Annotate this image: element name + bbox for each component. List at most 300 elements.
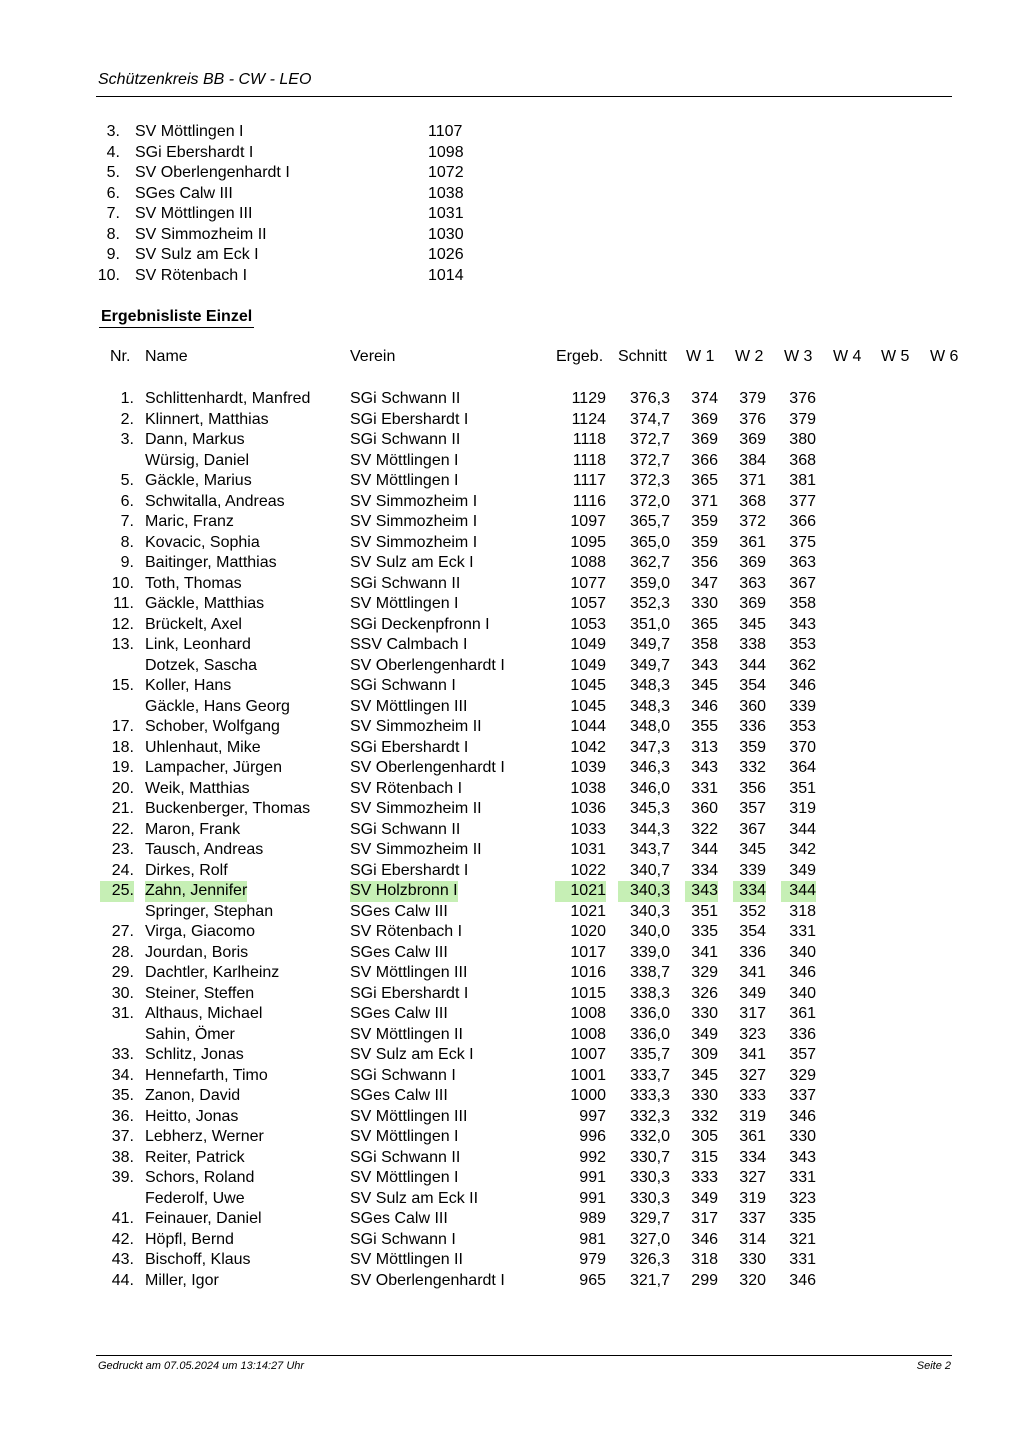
round-3-score-cell: 342 — [789, 841, 816, 858]
shooter-name-cell: Schober, Wolfgang — [145, 718, 280, 735]
round-3-score-cell: 331 — [789, 1251, 816, 1268]
club-cell: SV Möttlingen I — [350, 472, 459, 489]
round-3-score-cell: 330 — [789, 1128, 816, 1145]
round-3-score-cell: 361 — [789, 1005, 816, 1022]
team-score: 1098 — [428, 143, 464, 161]
round-1-score-cell: 345 — [691, 677, 718, 694]
round-1-score-cell: 335 — [691, 923, 718, 940]
team-name: SV Möttlingen I — [135, 123, 244, 140]
team-name: SGes Calw III — [135, 184, 233, 202]
round-1-score-cell: 344 — [691, 841, 718, 858]
round-2-score-cell: 339 — [739, 861, 766, 879]
column-header-nr: Nr. — [110, 348, 131, 365]
average-cell: 362,7 — [629, 554, 670, 571]
rank-cell: 42. — [111, 1230, 134, 1248]
club-cell: SGi Schwann II — [350, 390, 461, 407]
round-1-score-cell: 313 — [691, 738, 718, 756]
average-cell: 326,3 — [629, 1251, 670, 1268]
round-1-score-cell: 358 — [691, 636, 718, 653]
round-3-score-cell: 349 — [789, 861, 816, 879]
round-1-score-cell: 332 — [691, 1107, 718, 1125]
rank-cell: 11. — [112, 595, 134, 612]
total-score-cell: 1045 — [570, 677, 606, 694]
total-score-cell: 1021 — [570, 902, 606, 920]
table-row — [0, 451, 1024, 472]
round-3-score-cell: 346 — [789, 1271, 816, 1289]
team-name: SGi Ebershardt I — [135, 143, 254, 161]
shooter-name-cell: Koller, Hans — [145, 677, 232, 694]
round-2-score-cell: 356 — [739, 779, 766, 797]
round-2-score-cell: 341 — [739, 964, 766, 981]
shooter-name-cell: Virga, Giacomo — [145, 923, 255, 940]
round-3-score-cell: 336 — [789, 1025, 816, 1043]
club-cell: SGi Ebershardt I — [350, 984, 469, 1002]
round-3-score-cell: 321 — [789, 1230, 816, 1248]
shooter-name-cell: Gäckle, Hans Georg — [145, 697, 290, 715]
club-cell: SV Möttlingen I — [350, 595, 459, 612]
average-cell: 376,3 — [629, 390, 670, 407]
table-row — [0, 635, 1024, 656]
shooter-name-cell: Reiter, Patrick — [145, 1148, 245, 1166]
total-score-cell: 1020 — [570, 923, 606, 940]
round-3-score-cell: 329 — [789, 1066, 816, 1084]
rank-cell: 39. — [111, 1169, 134, 1186]
shooter-name-cell: Würsig, Daniel — [145, 451, 250, 469]
page-number: Seite 2 — [916, 1360, 951, 1372]
average-cell: 340,3 — [629, 902, 670, 920]
team-score: 1038 — [428, 184, 464, 202]
average-cell: 338,3 — [629, 984, 670, 1002]
average-cell: 340,0 — [629, 923, 670, 940]
round-2-score-cell: 363 — [739, 574, 766, 592]
round-3-score-cell: 318 — [789, 902, 816, 920]
team-rank: 7. — [106, 205, 120, 222]
round-2-score-cell: 361 — [739, 1128, 766, 1145]
total-score-cell: 1016 — [570, 964, 606, 981]
shooter-name-cell: Dotzek, Sascha — [145, 656, 258, 674]
round-1-score-cell: 351 — [691, 902, 718, 920]
rank-cell: 30. — [111, 984, 134, 1002]
shooter-name-cell: Steiner, Steffen — [145, 984, 255, 1002]
round-1-score-cell: 359 — [691, 533, 718, 551]
shooter-name-cell: Lampacher, Jürgen — [145, 759, 282, 776]
average-cell: 349,7 — [629, 636, 670, 653]
club-cell: SV Simmozheim I — [350, 492, 478, 510]
round-3-score-cell: 337 — [789, 1087, 816, 1104]
table-row — [0, 943, 1024, 964]
round-1-score-cell: 369 — [691, 431, 718, 448]
team-score: 1030 — [428, 225, 464, 243]
rank-cell: 7. — [120, 513, 134, 530]
round-3-score-cell: 340 — [789, 943, 816, 961]
shooter-name-cell: Toth, Thomas — [145, 574, 242, 592]
total-score-cell: 1077 — [570, 574, 606, 592]
average-cell: 365,0 — [629, 533, 670, 551]
table-row — [0, 594, 1024, 615]
rank-cell: 43. — [111, 1251, 134, 1268]
round-3-score-cell: 358 — [789, 595, 816, 612]
total-score-cell: 1039 — [570, 759, 606, 776]
round-2-score-cell: 344 — [739, 656, 766, 674]
round-3-score-cell: 366 — [789, 513, 816, 530]
table-row — [0, 984, 1024, 1005]
shooter-name-cell: Zanon, David — [145, 1087, 241, 1104]
table-row — [0, 512, 1024, 533]
table-row — [0, 799, 1024, 820]
table-row — [0, 697, 1024, 718]
round-1-score-cell: 356 — [691, 554, 718, 571]
round-1-score-cell: 309 — [691, 1046, 718, 1063]
round-2-score-cell: 361 — [739, 533, 766, 551]
total-score-cell: 992 — [579, 1148, 606, 1166]
table-row — [0, 1209, 1024, 1230]
round-1-score-cell: 349 — [691, 1025, 718, 1043]
rank-cell: 10. — [111, 574, 134, 592]
table-row — [0, 861, 1024, 882]
shooter-name-cell: Schlitz, Jonas — [145, 1046, 244, 1063]
round-3-score-cell: 351 — [789, 779, 816, 797]
table-row — [0, 1127, 1024, 1148]
round-1-score-cell: 349 — [691, 1189, 718, 1207]
team-rank: 3. — [106, 123, 120, 140]
round-1-score-cell: 330 — [691, 1005, 718, 1022]
club-cell: SGes Calw III — [350, 1087, 448, 1104]
team-name: SV Möttlingen III — [135, 205, 253, 222]
club-cell: SV Simmozheim II — [350, 718, 482, 735]
round-2-score-cell: 320 — [739, 1271, 766, 1289]
round-1-score-cell: 371 — [691, 492, 718, 510]
average-cell: 330,7 — [629, 1148, 670, 1166]
column-header-ergeb: Ergeb. — [556, 348, 604, 365]
average-cell: 333,3 — [629, 1087, 670, 1104]
average-cell: 338,7 — [629, 964, 670, 981]
team-rank: 9. — [106, 246, 120, 263]
total-score-cell: 1007 — [570, 1046, 606, 1063]
round-3-score-cell: 380 — [789, 431, 816, 448]
round-2-score-cell: 376 — [739, 410, 766, 428]
column-header-w5: W 5 — [881, 348, 910, 365]
table-row — [0, 758, 1024, 779]
rank-cell: 18. — [111, 738, 134, 756]
club-cell: SV Möttlingen I — [350, 1128, 459, 1145]
round-1-score-cell: 322 — [691, 820, 718, 838]
round-2-score-cell: 327 — [739, 1066, 766, 1084]
team-score: 1026 — [428, 246, 464, 263]
table-row — [0, 1004, 1024, 1025]
round-3-score-cell: 376 — [789, 390, 816, 407]
round-3-score-cell: 353 — [789, 636, 816, 653]
club-cell: SV Oberlengenhardt I — [350, 656, 505, 674]
average-cell: 348,3 — [629, 697, 670, 715]
round-1-score-cell: 331 — [691, 779, 718, 797]
round-3-score-cell: 353 — [789, 718, 816, 735]
round-3-score-cell: 344 — [781, 881, 816, 902]
average-cell: 372,7 — [629, 451, 670, 469]
table-row — [0, 1250, 1024, 1271]
average-cell: 348,3 — [629, 677, 670, 694]
average-cell: 372,7 — [629, 431, 670, 448]
shooter-name-cell: Bischoff, Klaus — [145, 1251, 251, 1268]
rank-cell: 8. — [120, 533, 134, 551]
round-2-score-cell: 338 — [739, 636, 766, 653]
team-name: SV Sulz am Eck I — [135, 246, 259, 263]
club-cell: SV Möttlingen I — [350, 1169, 459, 1186]
column-header-w3: W 3 — [784, 348, 813, 365]
rank-cell: 17. — [111, 718, 134, 735]
team-score: 1107 — [428, 123, 463, 140]
total-score-cell: 991 — [579, 1189, 606, 1207]
average-cell: 340,3 — [618, 881, 670, 902]
round-1-score-cell: 360 — [691, 800, 718, 817]
round-2-score-cell: 334 — [739, 1148, 766, 1166]
average-cell: 372,3 — [629, 472, 670, 489]
team-score: 1072 — [428, 164, 464, 181]
average-cell: 347,3 — [629, 738, 670, 756]
individual-results-table — [0, 389, 1024, 1291]
round-2-score-cell: 369 — [739, 431, 766, 448]
total-score-cell: 1057 — [570, 595, 606, 612]
total-score-cell: 1129 — [571, 390, 606, 407]
rank-cell: 38. — [111, 1148, 134, 1166]
column-header-name: Name — [145, 348, 188, 365]
table-row — [0, 1148, 1024, 1169]
round-3-score-cell: 357 — [789, 1046, 816, 1063]
rank-cell: 13. — [111, 636, 134, 653]
section-title-underline — [99, 327, 254, 328]
team-name: SV Oberlengenhardt I — [135, 164, 290, 181]
shooter-name-cell: Maric, Franz — [145, 513, 234, 530]
average-cell: 352,3 — [629, 595, 670, 612]
team-score: 1014 — [428, 266, 464, 284]
team-rank: 4. — [106, 143, 120, 161]
club-cell: SGes Calw III — [350, 1210, 448, 1227]
average-cell: 348,0 — [629, 718, 670, 735]
table-row — [0, 676, 1024, 697]
rank-cell: 25. — [100, 881, 134, 902]
shooter-name-cell: Jourdan, Boris — [145, 943, 249, 961]
club-cell: SGi Ebershardt I — [350, 861, 469, 879]
round-1-score-cell: 346 — [691, 1230, 718, 1248]
total-score-cell: 1117 — [572, 472, 606, 489]
round-3-score-cell: 375 — [789, 533, 816, 551]
shooter-name-cell: Gäckle, Marius — [145, 472, 252, 489]
club-cell: SV Sulz am Eck I — [350, 1046, 474, 1063]
print-timestamp: Gedruckt am 07.05.2024 um 13:14:27 Uhr — [98, 1360, 305, 1372]
club-cell: SGi Schwann I — [350, 1230, 456, 1248]
round-1-score-cell: 341 — [691, 943, 718, 961]
table-row — [0, 1107, 1024, 1128]
table-row — [0, 922, 1024, 943]
shooter-name-cell: Dachtler, Karlheinz — [145, 964, 280, 981]
club-cell: SV Möttlingen II — [350, 1251, 463, 1268]
round-3-score-cell: 339 — [789, 697, 816, 715]
round-3-score-cell: 377 — [789, 492, 816, 510]
average-cell: 372,0 — [629, 492, 670, 510]
shooter-name-cell: Lebherz, Werner — [145, 1128, 264, 1145]
round-3-score-cell: 319 — [789, 800, 816, 817]
total-score-cell: 1022 — [570, 861, 606, 879]
round-2-score-cell: 345 — [739, 615, 766, 633]
round-1-score-cell: 334 — [691, 861, 718, 879]
average-cell: 343,7 — [629, 841, 670, 858]
club-cell: SGi Schwann I — [350, 1066, 456, 1084]
club-cell: SGes Calw III — [350, 943, 448, 961]
round-2-score-cell: 349 — [739, 984, 766, 1002]
round-1-score-cell: 305 — [691, 1128, 718, 1145]
rank-cell: 2. — [120, 410, 134, 428]
average-cell: 332,3 — [629, 1107, 670, 1125]
team-score: 1031 — [428, 205, 464, 222]
shooter-name-cell: Schors, Roland — [145, 1169, 255, 1186]
table-row — [0, 1189, 1024, 1210]
club-cell: SV Möttlingen II — [350, 1025, 463, 1043]
round-1-score-cell: 326 — [691, 984, 718, 1002]
average-cell: 359,0 — [629, 574, 670, 592]
total-score-cell: 1001 — [570, 1066, 606, 1084]
shooter-name-cell: Buckenberger, Thomas — [145, 800, 311, 817]
total-score-cell: 1033 — [570, 820, 606, 838]
shooter-name-cell: Uhlenhaut, Mike — [145, 738, 261, 756]
total-score-cell: 1097 — [570, 513, 606, 530]
document-header-title: Schützenkreis BB - CW - LEO — [98, 71, 312, 88]
total-score-cell: 1038 — [570, 779, 606, 797]
round-3-score-cell: 381 — [789, 472, 816, 489]
average-cell: 344,3 — [629, 820, 670, 838]
total-score-cell: 1095 — [570, 533, 606, 551]
round-1-score-cell: 345 — [691, 1066, 718, 1084]
table-row — [0, 1045, 1024, 1066]
round-2-score-cell: 369 — [739, 595, 766, 612]
team-name: SV Simmozheim II — [135, 225, 267, 243]
club-cell: SV Simmozheim II — [350, 800, 482, 817]
total-score-cell: 1118 — [572, 431, 606, 448]
total-score-cell: 1044 — [570, 718, 606, 735]
club-cell: SV Sulz am Eck II — [350, 1189, 479, 1207]
header-divider — [96, 96, 952, 97]
total-score-cell: 1021 — [555, 881, 606, 902]
total-score-cell: 1000 — [570, 1087, 606, 1104]
shooter-name-cell: Gäckle, Matthias — [145, 595, 265, 612]
round-3-score-cell: 340 — [789, 984, 816, 1002]
shooter-name-cell: Baitinger, Matthias — [145, 554, 277, 571]
total-score-cell: 1049 — [570, 656, 606, 674]
club-cell: SGi Deckenpfronn I — [350, 615, 490, 633]
table-row — [0, 717, 1024, 738]
round-3-score-cell: 335 — [789, 1210, 816, 1227]
shooter-name-cell: Weik, Matthias — [145, 779, 250, 797]
round-2-score-cell: 360 — [739, 697, 766, 715]
column-header-verein: Verein — [350, 348, 396, 365]
round-1-score-cell: 369 — [691, 410, 718, 428]
round-1-score-cell: 317 — [691, 1210, 718, 1227]
rank-cell: 20. — [111, 779, 134, 797]
shooter-name-cell: Kovacic, Sophia — [145, 533, 260, 551]
shooter-name-cell: Zahn, Jennifer — [145, 881, 247, 902]
round-2-score-cell: 327 — [739, 1169, 766, 1186]
average-cell: 351,0 — [629, 615, 670, 633]
total-score-cell: 991 — [579, 1169, 606, 1186]
club-cell: SGi Ebershardt I — [350, 410, 469, 428]
table-row — [0, 1230, 1024, 1251]
shooter-name-cell: Höpfl, Bernd — [145, 1230, 234, 1248]
table-row — [0, 779, 1024, 800]
table-row — [0, 902, 1024, 923]
round-2-score-cell: 336 — [739, 718, 766, 735]
round-2-score-cell: 319 — [739, 1189, 766, 1207]
column-header-w1: W 1 — [686, 348, 715, 365]
round-1-score-cell: 343 — [685, 881, 718, 902]
average-cell: 346,0 — [629, 779, 670, 797]
shooter-name-cell: Brückelt, Axel — [145, 615, 242, 633]
table-row — [0, 1271, 1024, 1292]
round-2-score-cell: 319 — [739, 1107, 766, 1125]
club-cell: SGi Ebershardt I — [350, 738, 469, 756]
round-1-score-cell: 355 — [691, 718, 718, 735]
shooter-name-cell: Schlittenhardt, Manfred — [145, 390, 311, 407]
shooter-name-cell: Tausch, Andreas — [145, 841, 264, 858]
footer-divider — [96, 1355, 952, 1356]
round-2-score-cell: 337 — [739, 1210, 766, 1227]
round-3-score-cell: 346 — [789, 964, 816, 981]
round-3-score-cell: 343 — [789, 1148, 816, 1166]
total-score-cell: 981 — [579, 1230, 606, 1248]
round-1-score-cell: 346 — [691, 697, 718, 715]
shooter-name-cell: Klinnert, Matthias — [145, 410, 269, 428]
total-score-cell: 1116 — [572, 492, 606, 510]
rank-cell: 29. — [111, 964, 134, 981]
average-cell: 349,7 — [629, 656, 670, 674]
round-2-score-cell: 357 — [739, 800, 766, 817]
table-row — [0, 963, 1024, 984]
club-cell: SV Möttlingen III — [350, 697, 468, 715]
round-3-score-cell: 367 — [789, 574, 816, 592]
club-cell: SGes Calw III — [350, 902, 448, 920]
shooter-name-cell: Heitto, Jonas — [145, 1107, 239, 1125]
total-score-cell: 1008 — [570, 1025, 606, 1043]
rank-cell: 12. — [111, 615, 134, 633]
round-3-score-cell: 368 — [789, 451, 816, 469]
shooter-name-cell: Dirkes, Rolf — [145, 861, 228, 879]
round-2-score-cell: 333 — [739, 1087, 766, 1104]
round-3-score-cell: 370 — [789, 738, 816, 756]
total-score-cell: 1118 — [572, 451, 606, 469]
club-cell: SV Rötenbach I — [350, 923, 463, 940]
round-1-score-cell: 299 — [691, 1271, 718, 1289]
shooter-name-cell: Sahin, Ömer — [145, 1025, 235, 1043]
team-rank: 10. — [97, 266, 120, 284]
round-1-score-cell: 374 — [691, 390, 718, 407]
shooter-name-cell: Miller, Igor — [145, 1271, 219, 1289]
average-cell: 330,3 — [629, 1169, 670, 1186]
table-row — [0, 471, 1024, 492]
club-cell: SV Oberlengenhardt I — [350, 759, 505, 776]
total-score-cell: 1008 — [570, 1005, 606, 1022]
round-1-score-cell: 330 — [691, 1087, 718, 1104]
average-cell: 335,7 — [629, 1046, 670, 1063]
total-score-cell: 997 — [579, 1107, 606, 1125]
table-row — [0, 492, 1024, 513]
round-3-score-cell: 379 — [789, 410, 816, 428]
round-2-score-cell: 379 — [739, 390, 766, 407]
rank-cell: 5. — [120, 472, 134, 489]
total-score-cell: 1017 — [570, 943, 606, 961]
rank-cell: 44. — [111, 1271, 134, 1289]
total-score-cell: 1042 — [570, 738, 606, 756]
average-cell: 365,7 — [629, 513, 670, 530]
round-2-score-cell: 359 — [739, 738, 766, 756]
rank-cell: 9. — [120, 554, 134, 571]
round-1-score-cell: 343 — [691, 656, 718, 674]
